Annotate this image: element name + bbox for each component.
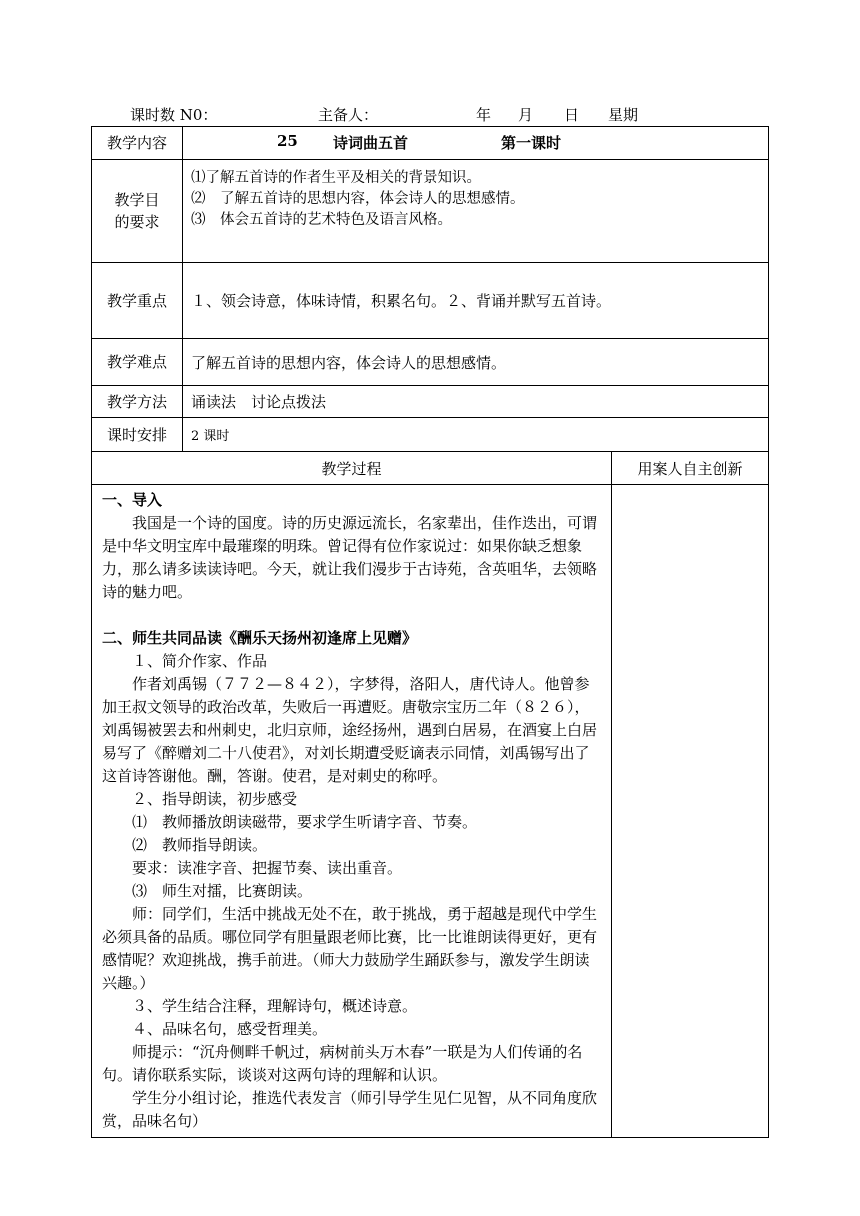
day-label: 日 [564, 106, 580, 124]
lesson-number: 25 [277, 132, 298, 150]
goals-label-line2: 的要求 [114, 213, 160, 231]
goals-value [183, 160, 769, 263]
step-heading: １、简介作家、作品 [132, 652, 268, 670]
month-label: 月 [518, 106, 534, 124]
innovation-header: 用案人自主创新 [612, 452, 769, 485]
schedule-value: 2 课时 [183, 418, 769, 452]
process-header-row [92, 452, 769, 485]
lesson-plan-table [91, 126, 769, 1138]
content-value [183, 127, 769, 160]
goals-label [92, 160, 183, 263]
step-item: ⑴ 教师播放朗读磁带，要求学生听请字音、节奏。 [132, 813, 478, 831]
key-points-label: 教学重点 [92, 263, 183, 339]
content-row [92, 127, 769, 160]
goal-item: ⑴了解五首诗的作者生平及相关的背景知识。 [191, 170, 481, 186]
step-heading: ４、品味名句，感受哲理美。 [132, 1020, 328, 1038]
hint-paragraph: 师提示：“沉舟侧畔千帆过，病树前头万木春”一联是为人们传诵的名句。请你联系实际，谈谈对这两句诗的理解和认识。 [102, 1043, 583, 1084]
difficulty-label: 教学难点 [92, 339, 183, 386]
method-label: 教学方法 [92, 386, 183, 418]
preparer-label: 主备人： [318, 106, 379, 124]
key-points-row [92, 263, 769, 339]
group-paragraph: 学生分小组讨论，推选代表发言（师引导学生见仁见智，从不同角度欣赏，品味名句） [102, 1089, 598, 1130]
schedule-row [92, 418, 769, 452]
process-content [92, 485, 612, 1138]
difficulty-value: 了解五首诗的思想内容，体会诗人的思想感情。 [183, 339, 769, 386]
weekday-label: 星期 [608, 106, 639, 124]
lesson-count-label: 课时数 N0： [130, 106, 218, 124]
teacher-paragraph: 师：同学们，生活中挑战无处不在，敢于挑战，勇于超越是现代中学生必须具备的品质。哪位同学有胆量跟老师比赛，比一比谁朗读得更好，更有感情呢？欢迎挑战，携手前进。（师大力鼓励学生踊跃参与，激发学生朗读兴趣。） [102, 905, 598, 992]
schedule-label: 课时安排 [92, 418, 183, 452]
author-paragraph: 作者刘禹锡（７７２—８４２），字梦得，洛阳人，唐代诗人。他曾参加王叔文领导的政治改革，失败后一再遭贬。唐敬宗宝历二年（８２６），刘禹锡被罢去和州刺史，北归京师，途经扬州，遇到白居易，在酒宴上白居易写了《醉赠刘二十八使君》，对刘长期遭受贬谪表示同情，刘禹锡写出了这首诗答谢他。酬，答谢。使君，是对刺史的称呼。 [102, 675, 598, 785]
lesson-title: 诗词曲五首 [333, 134, 409, 152]
innovation-column [612, 485, 769, 1138]
difficulty-row [92, 339, 769, 386]
step-item: ⑵ 教师指导朗读。 [132, 836, 268, 854]
goals-label-line1: 教学目 [114, 191, 160, 209]
lesson-period: 第一课时 [501, 134, 562, 152]
process-header: 教学过程 [92, 452, 612, 485]
method-row [92, 386, 769, 418]
intro-paragraph: 我国是一个诗的国度。诗的历史源远流长，名家辈出，佳作迭出，可谓是中华文明宝库中最璀璨的明珠。曾记得有位作家说过：如果你缺乏想象力，那么请多读读诗吧。今天，就让我们漫步于古诗苑，含英咀华，去领略诗的魅力吧。 [102, 514, 598, 601]
process-content-row [92, 485, 769, 1138]
content-label: 教学内容 [92, 127, 183, 160]
section-title: 一、导入 [102, 491, 163, 509]
goal-item: ⑶ 体会五首诗的艺术特色及语言风格。 [191, 212, 452, 228]
goals-row [92, 160, 769, 263]
section-title: 二、师生共同品读《酬乐天扬州初逢席上见赠》 [102, 629, 418, 647]
method-value: 诵读法 讨论点拨法 [183, 386, 769, 418]
year-label: 年 [476, 106, 492, 124]
step-heading: ２、指导朗读，初步感受 [132, 790, 298, 808]
step-requirement: 要求：读准字音、把握节奏、读出重音。 [132, 859, 403, 877]
goal-item: ⑵ 了解五首诗的思想内容，体会诗人的思想感情。 [191, 191, 525, 207]
step-heading: ３、学生结合注释，理解诗句，概述诗意。 [132, 997, 418, 1015]
step-item: ⑶ 师生对擂，比赛朗读。 [132, 882, 313, 900]
key-points-value: １、领会诗意，体味诗情，积累名句。２、背诵并默写五首诗。 [183, 263, 769, 339]
